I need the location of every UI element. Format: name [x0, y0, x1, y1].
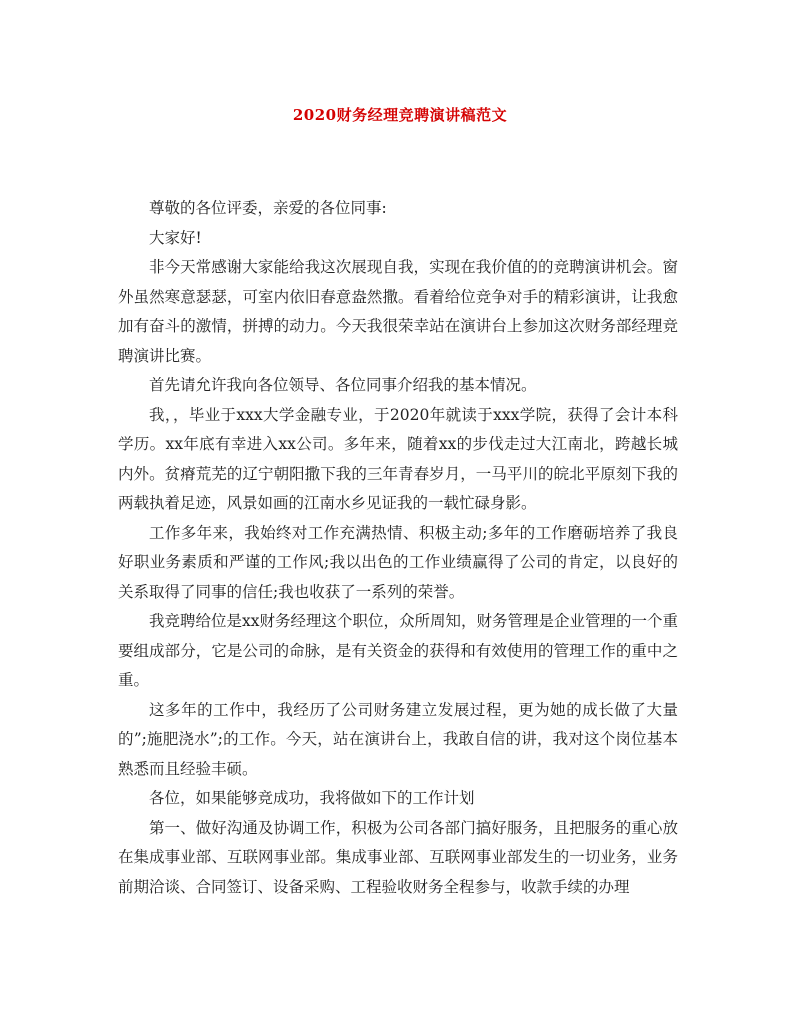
document-body	[118, 194, 678, 902]
paragraph-greeting: 大家好!	[149, 228, 202, 247]
paragraph-intro: 首先请允许我向各位领导、各位同事介绍我的基本情况。	[149, 376, 537, 394]
paragraph-salutation: 尊敬的各位评委，亲爱的各位同事:	[149, 199, 387, 217]
paragraph-work-experience: 工作多年来，我始终对工作充满热情、积极主动;多年的工作磨砺培养了我良好职业务素质和严谨的工作风;我以出色的工作业绩赢得了公司的肯定，以良好的关系取得了同事的信任;我也收获了一系列的荣誉。	[118, 523, 678, 601]
paragraph-thanks: 非今天常感谢大家能给我这次展现自我，实现在我价值的的竞聘演讲机会。窗外虽然寒意瑟瑟，可室内依旧春意盎然撒。看着给位竞争对手的精彩演讲，让我愈加有奋斗的激情，拼搏的动力。今天我很荣幸站在演讲台上参加这次财务部经理竞聘演讲比赛。	[118, 258, 678, 365]
paragraph-position: 我竞聘给位是xx财务经理这个职位，众所周知，财务管理是企业管理的一个重要组成部分，它是公司的命脉，是有关资金的获得和有效使用的管理工作的重中之重。	[118, 612, 678, 689]
paragraph-plan-first: 第一、做好沟通及协调工作，积极为公司各部门搞好服务，且把服务的重心放在集成事业部、互联网事业部。集成事业部、互联网事业部发生的一切业务，业务前期洽谈、合同签订、设备采购、工程验收财务全程参与，收款手续的办理	[118, 818, 678, 896]
paragraph-plan-intro: 各位，如果能够竞成功，我将做如下的工作计划	[149, 789, 475, 807]
document-title: 2020财务经理竞聘演讲稿范文	[292, 106, 508, 124]
paragraph-background: 我，，毕业于xxx大学金融专业，于2020年就读于xxx学院，获得了会计本科学历。xx年底有幸进入xx公司。多年来，随着xx的步伐走过大江南北，跨越长城内外。贫瘠荒芜的辽宁朝阳撒下我的三年青春岁月，一马平川的皖北平原刻下我的两载执着足迹，风景如画的江南水乡见证我的一载忙碌身影。	[118, 405, 678, 512]
paragraph-confidence: 这多年的工作中，我经历了公司财务建立发展过程，更为她的成长做了大量的”;施肥浇水”;的工作。今天，站在演讲台上，我敢自信的讲，我对这个岗位基本熟悉而且经验丰硕。	[118, 700, 678, 778]
